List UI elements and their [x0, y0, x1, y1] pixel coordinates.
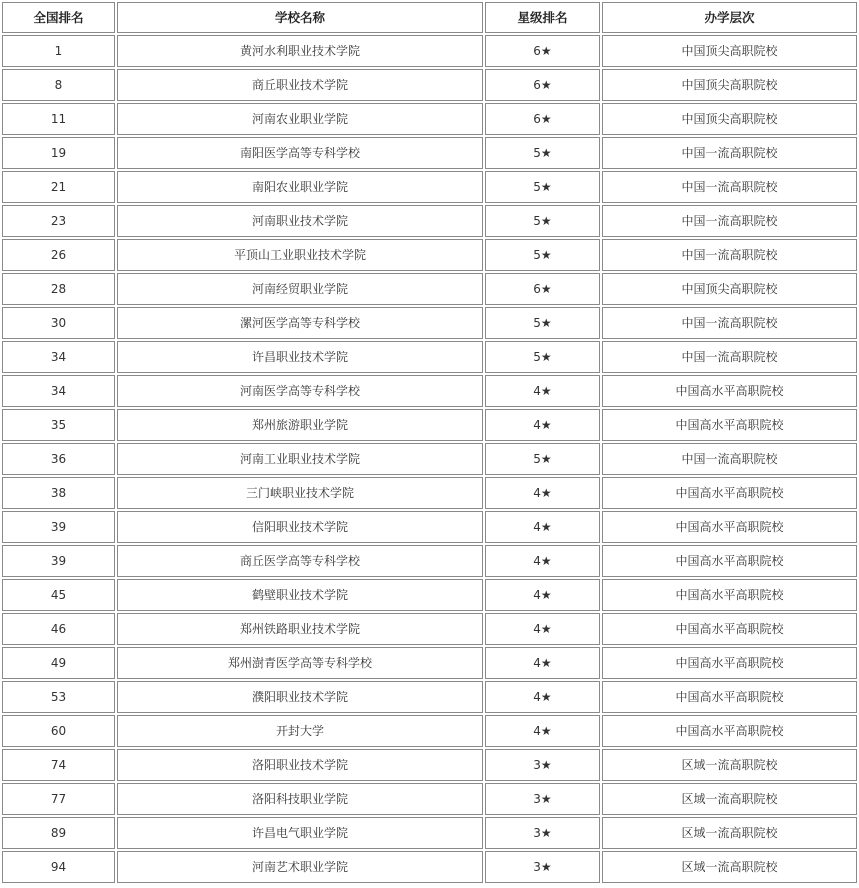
- school-name-cell: 信阳职业技术学院: [117, 511, 483, 543]
- school-name-cell: 洛阳科技职业学院: [117, 783, 483, 815]
- national-rank-cell: 60: [2, 715, 115, 747]
- school-name-cell: 河南医学高等专科学校: [117, 375, 483, 407]
- national-rank-cell: 23: [2, 205, 115, 237]
- school-level-cell: 中国高水平高职院校: [602, 511, 857, 543]
- school-name-cell: 开封大学: [117, 715, 483, 747]
- table-row: [2, 681, 857, 713]
- national-rank-cell: 39: [2, 545, 115, 577]
- table-row: [2, 579, 857, 611]
- school-name-cell: 河南职业技术学院: [117, 205, 483, 237]
- school-level-cell: 中国高水平高职院校: [602, 613, 857, 645]
- school-name-cell: 三门峡职业技术学院: [117, 477, 483, 509]
- national-rank-cell: 46: [2, 613, 115, 645]
- school-level-cell: 中国一流高职院校: [602, 137, 857, 169]
- national-rank-cell: 45: [2, 579, 115, 611]
- table-row: [2, 817, 857, 849]
- table-row: [2, 341, 857, 373]
- national-rank-cell: 35: [2, 409, 115, 441]
- school-name-cell: 许昌职业技术学院: [117, 341, 483, 373]
- table-row: [2, 137, 857, 169]
- national-rank-cell: 89: [2, 817, 115, 849]
- school-name-cell: 河南工业职业技术学院: [117, 443, 483, 475]
- school-level-cell: 中国高水平高职院校: [602, 477, 857, 509]
- school-level-cell: 中国一流高职院校: [602, 171, 857, 203]
- table-header-row: [2, 2, 857, 33]
- table-row: [2, 239, 857, 271]
- table-row: [2, 69, 857, 101]
- table-row: [2, 171, 857, 203]
- national-rank-cell: 34: [2, 375, 115, 407]
- school-name-cell: 南阳农业职业学院: [117, 171, 483, 203]
- school-name-cell: 濮阳职业技术学院: [117, 681, 483, 713]
- national-rank-cell: 49: [2, 647, 115, 679]
- school-name-cell: 黄河水利职业技术学院: [117, 35, 483, 67]
- school-level-cell: 中国顶尖高职院校: [602, 103, 857, 135]
- table-row: [2, 273, 857, 305]
- school-level-cell: 区域一流高职院校: [602, 783, 857, 815]
- school-level-cell: 中国高水平高职院校: [602, 579, 857, 611]
- school-level-cell: 中国一流高职院校: [602, 341, 857, 373]
- star-rank-cell: 4★: [485, 477, 600, 509]
- table-row: [2, 205, 857, 237]
- school-level-cell: 中国一流高职院校: [602, 307, 857, 339]
- star-rank-cell: 5★: [485, 205, 600, 237]
- header-school-level: 办学层次: [602, 2, 857, 33]
- star-rank-cell: 6★: [485, 69, 600, 101]
- school-level-cell: 中国一流高职院校: [602, 239, 857, 271]
- star-rank-cell: 4★: [485, 375, 600, 407]
- school-name-cell: 商丘医学高等专科学校: [117, 545, 483, 577]
- star-rank-cell: 5★: [485, 137, 600, 169]
- national-rank-cell: 21: [2, 171, 115, 203]
- header-national-rank: 全国排名: [2, 2, 115, 33]
- star-rank-cell: 4★: [485, 681, 600, 713]
- national-rank-cell: 8: [2, 69, 115, 101]
- school-name-cell: 平顶山工业职业技术学院: [117, 239, 483, 271]
- school-name-cell: 许昌电气职业学院: [117, 817, 483, 849]
- school-level-cell: 区域一流高职院校: [602, 749, 857, 781]
- star-rank-cell: 4★: [485, 647, 600, 679]
- table-row: [2, 783, 857, 815]
- table-row: [2, 851, 857, 883]
- national-rank-cell: 26: [2, 239, 115, 271]
- national-rank-cell: 11: [2, 103, 115, 135]
- school-name-cell: 郑州铁路职业技术学院: [117, 613, 483, 645]
- school-level-cell: 中国高水平高职院校: [602, 409, 857, 441]
- table-row: [2, 103, 857, 135]
- national-rank-cell: 34: [2, 341, 115, 373]
- school-name-cell: 漯河医学高等专科学校: [117, 307, 483, 339]
- school-name-cell: 南阳医学高等专科学校: [117, 137, 483, 169]
- star-rank-cell: 6★: [485, 35, 600, 67]
- school-level-cell: 中国高水平高职院校: [602, 375, 857, 407]
- star-rank-cell: 4★: [485, 613, 600, 645]
- school-level-cell: 中国一流高职院校: [602, 205, 857, 237]
- star-rank-cell: 5★: [485, 341, 600, 373]
- star-rank-cell: 5★: [485, 171, 600, 203]
- header-star-rank: 星级排名: [485, 2, 600, 33]
- school-level-cell: 中国高水平高职院校: [602, 681, 857, 713]
- national-rank-cell: 53: [2, 681, 115, 713]
- national-rank-cell: 36: [2, 443, 115, 475]
- national-rank-cell: 77: [2, 783, 115, 815]
- national-rank-cell: 30: [2, 307, 115, 339]
- star-rank-cell: 4★: [485, 715, 600, 747]
- school-name-cell: 郑州旅游职业学院: [117, 409, 483, 441]
- star-rank-cell: 4★: [485, 579, 600, 611]
- table-row: [2, 35, 857, 67]
- table-row: [2, 443, 857, 475]
- star-rank-cell: 6★: [485, 273, 600, 305]
- star-rank-cell: 3★: [485, 749, 600, 781]
- table-row: [2, 749, 857, 781]
- school-name-cell: 河南艺术职业学院: [117, 851, 483, 883]
- table-row: [2, 613, 857, 645]
- star-rank-cell: 3★: [485, 817, 600, 849]
- table-row: [2, 307, 857, 339]
- school-name-cell: 河南农业职业学院: [117, 103, 483, 135]
- star-rank-cell: 3★: [485, 851, 600, 883]
- school-level-cell: 中国高水平高职院校: [602, 647, 857, 679]
- national-rank-cell: 28: [2, 273, 115, 305]
- school-name-cell: 洛阳职业技术学院: [117, 749, 483, 781]
- star-rank-cell: 5★: [485, 239, 600, 271]
- school-level-cell: 区域一流高职院校: [602, 851, 857, 883]
- star-rank-cell: 4★: [485, 545, 600, 577]
- school-level-cell: 区域一流高职院校: [602, 817, 857, 849]
- star-rank-cell: 6★: [485, 103, 600, 135]
- table-body: [2, 35, 857, 883]
- school-level-cell: 中国高水平高职院校: [602, 545, 857, 577]
- star-rank-cell: 4★: [485, 409, 600, 441]
- school-name-cell: 商丘职业技术学院: [117, 69, 483, 101]
- national-rank-cell: 39: [2, 511, 115, 543]
- school-name-cell: 郑州澍青医学高等专科学校: [117, 647, 483, 679]
- school-level-cell: 中国顶尖高职院校: [602, 35, 857, 67]
- school-level-cell: 中国高水平高职院校: [602, 715, 857, 747]
- national-rank-cell: 1: [2, 35, 115, 67]
- table-row: [2, 715, 857, 747]
- table-row: [2, 409, 857, 441]
- school-level-cell: 中国顶尖高职院校: [602, 273, 857, 305]
- school-level-cell: 中国一流高职院校: [602, 443, 857, 475]
- table-row: [2, 375, 857, 407]
- table-row: [2, 477, 857, 509]
- national-rank-cell: 38: [2, 477, 115, 509]
- star-rank-cell: 4★: [485, 511, 600, 543]
- table-row: [2, 511, 857, 543]
- star-rank-cell: 5★: [485, 307, 600, 339]
- school-level-cell: 中国顶尖高职院校: [602, 69, 857, 101]
- table-row: [2, 647, 857, 679]
- national-rank-cell: 94: [2, 851, 115, 883]
- school-name-cell: 鹤壁职业技术学院: [117, 579, 483, 611]
- header-school-name: 学校名称: [117, 2, 483, 33]
- table-row: [2, 545, 857, 577]
- star-rank-cell: 5★: [485, 443, 600, 475]
- national-rank-cell: 19: [2, 137, 115, 169]
- national-rank-cell: 74: [2, 749, 115, 781]
- star-rank-cell: 3★: [485, 783, 600, 815]
- school-name-cell: 河南经贸职业学院: [117, 273, 483, 305]
